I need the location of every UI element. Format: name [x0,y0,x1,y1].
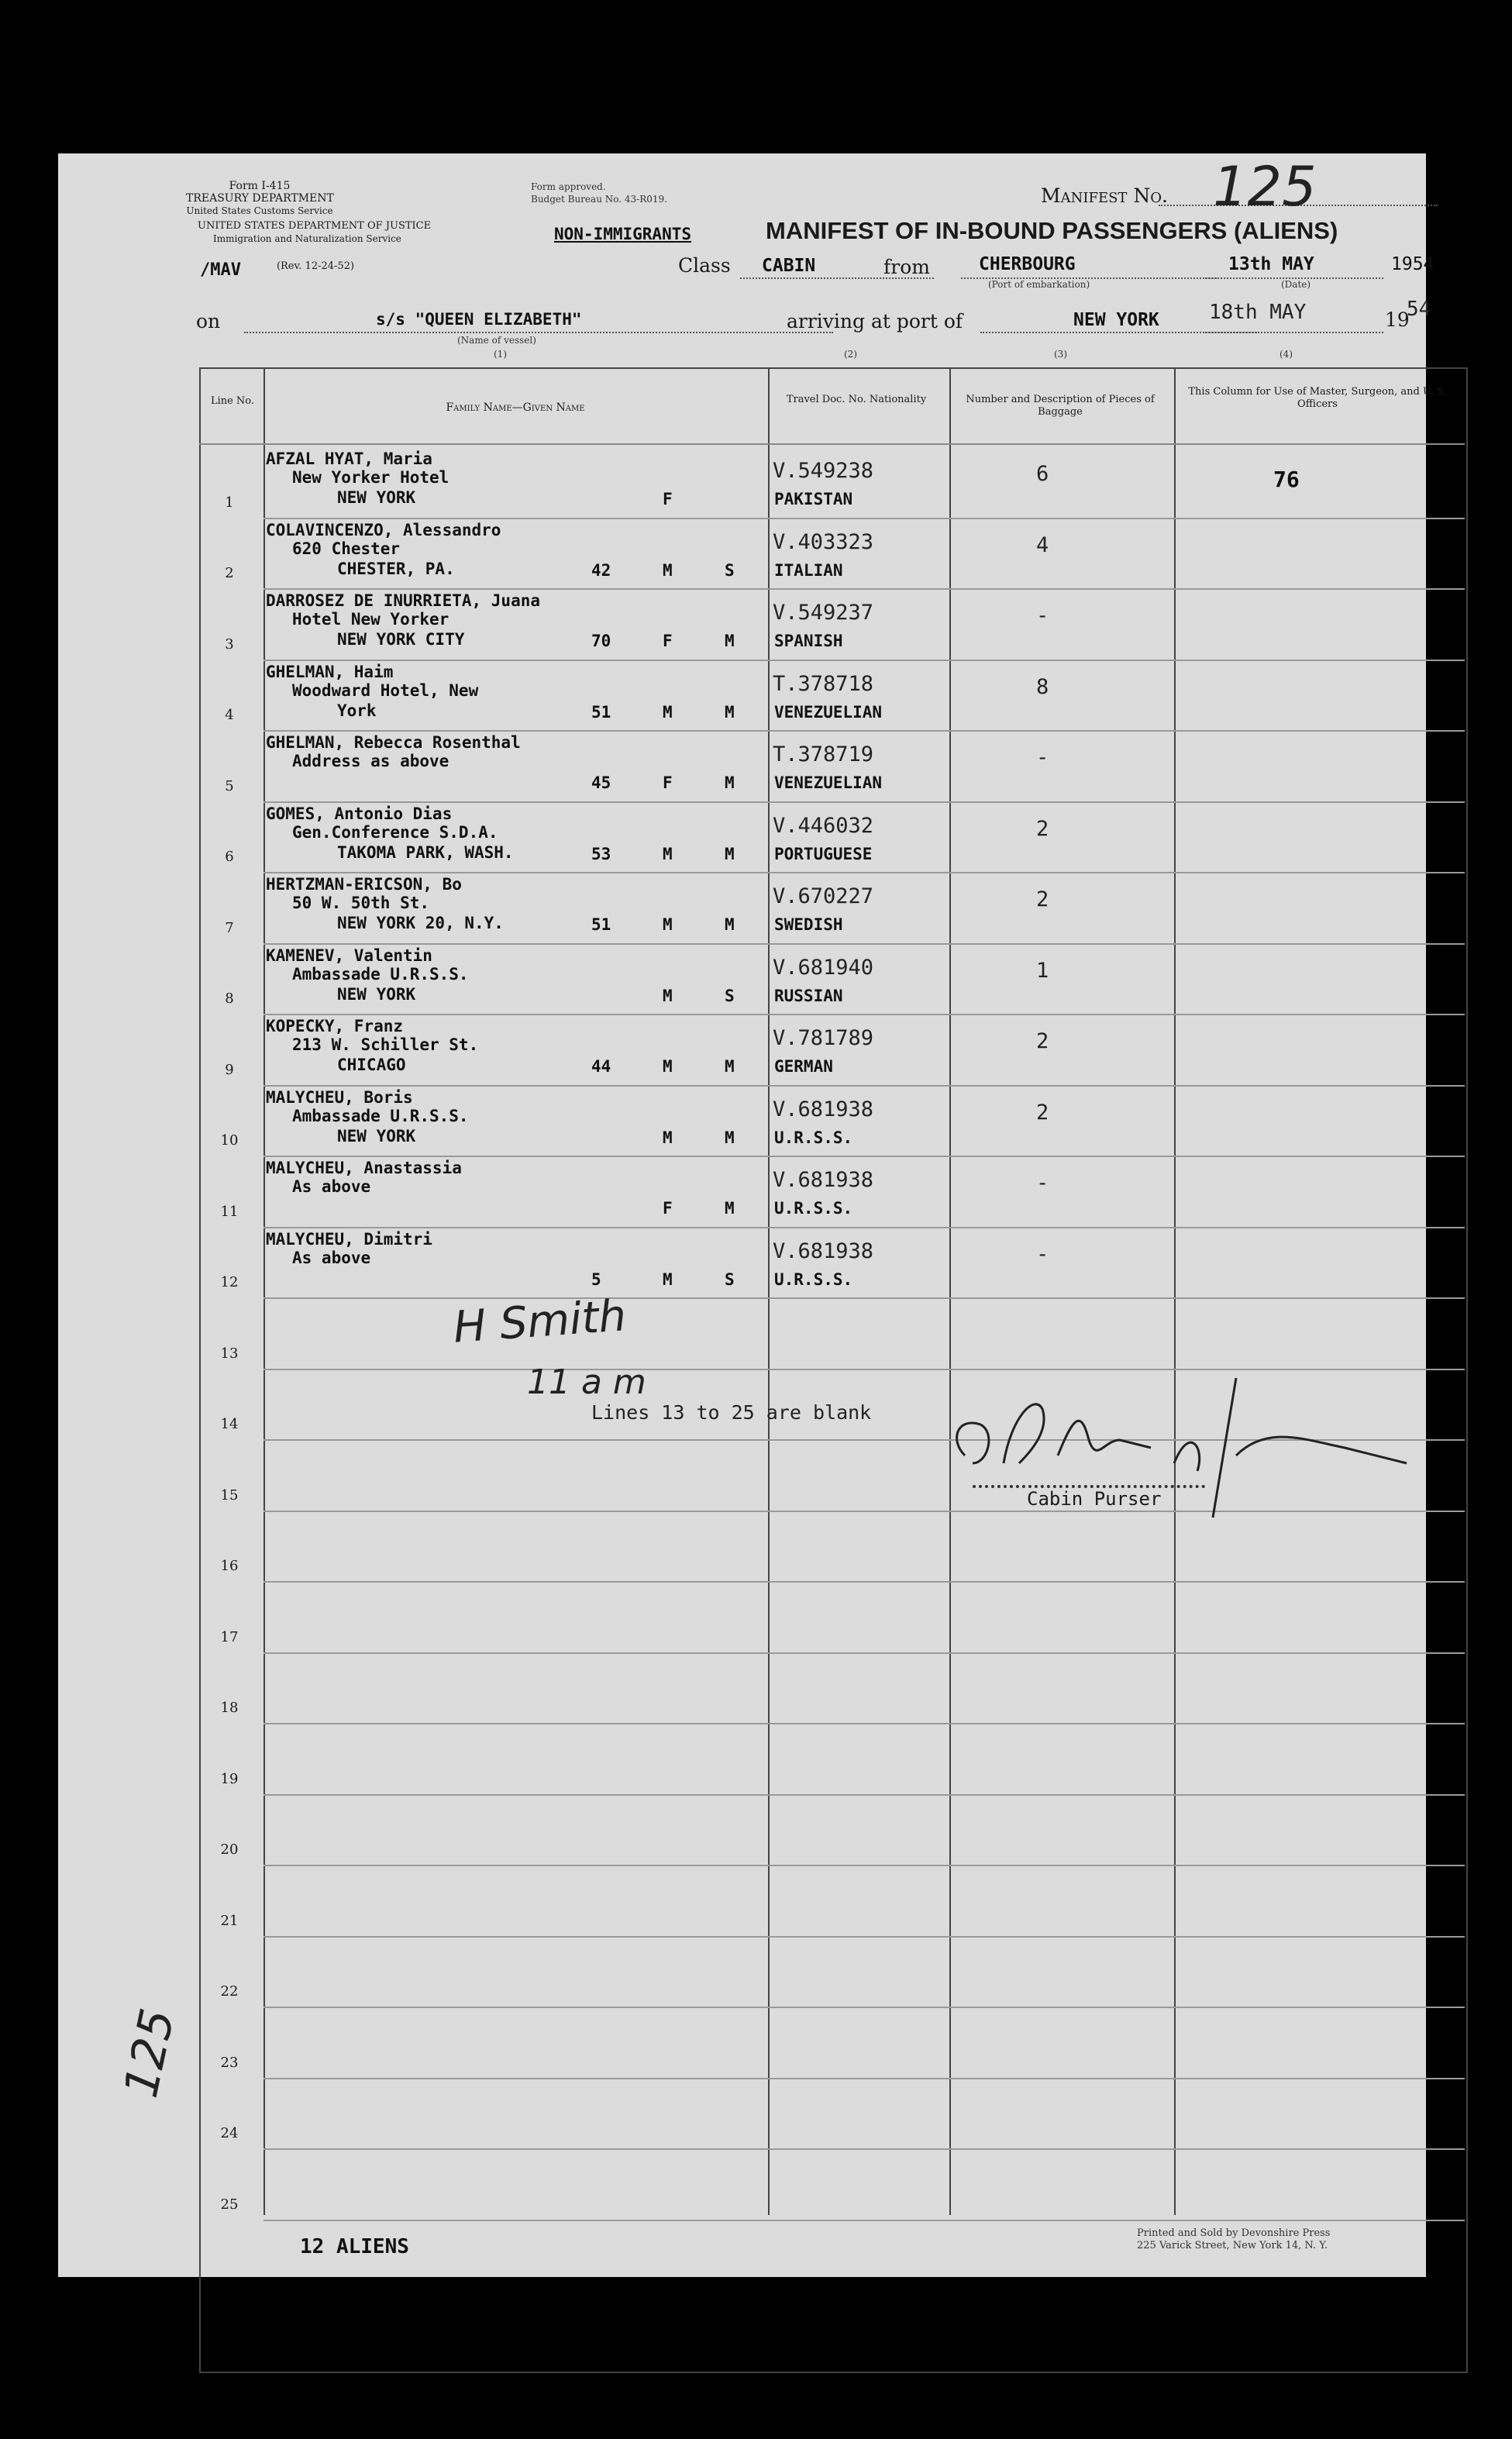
passenger-address-2: NEW YORK CITY [337,630,465,649]
passenger-sex: M [663,560,673,580]
passenger-sex: F [663,773,673,792]
passenger-name: GHELMAN, Rebecca Rosenthal [266,733,521,752]
passenger-sex: M [663,844,673,863]
row-rule [263,1227,1465,1228]
blank-lines-note: Lines 13 to 25 are blank [591,1401,872,1424]
passenger-name: MALYCHEU, Dimitri [266,1229,432,1249]
col-divider-bags [1174,367,1176,2215]
row-rule [263,2078,1465,2079]
passenger-address-2: TAKOMA PARK, WASH. [337,842,514,862]
margin-page-number: 125 [114,2003,186,2103]
arrival-date: 18th MAY [1209,301,1307,324]
printer-line-2: 225 Varick Street, New York 14, N. Y. [1137,2240,1328,2251]
passenger-nationality: U.R.S.S. [774,1269,853,1289]
passenger-address-2: NEW YORK [337,1126,416,1145]
passenger-age: 44 [591,1057,611,1076]
passenger-marital-status: M [725,1199,735,1218]
manifest-number-label: Manifest No. [1041,184,1168,207]
passenger-address-2: NEW YORK [337,488,416,507]
line-number: 5 [225,777,234,794]
arriving-label: arriving at port of [787,310,963,332]
baggage-count: - [1036,604,1049,628]
passenger-sex: M [663,1269,673,1289]
row-rule [263,1085,1465,1087]
line-number: 23 [220,2054,239,2071]
passenger-sex: F [663,1199,673,1218]
travel-doc-number: V.403323 [773,529,874,554]
line-number: 25 [220,2196,239,2213]
non-immigrants-category: NON-IMMIGRANTS [554,225,692,243]
passenger-nationality: ITALIAN [774,560,843,580]
row-rule [263,1723,1465,1724]
passenger-nationality: VENEZUELIAN [774,773,883,792]
treasury-department: TREASURY DEPARTMENT [186,192,334,205]
vessel-rule [244,332,833,333]
row-rule [263,872,1465,873]
form-revision: (Rev. 12-24-52) [276,260,355,272]
line-number: 19 [220,1770,239,1787]
baggage-count: 1 [1036,958,1049,983]
travel-doc-number: V.549237 [773,601,874,625]
ins-service: Immigration and Naturalization Service [213,233,401,244]
travel-doc-number: V.681938 [773,1097,874,1121]
passenger-address-2: NEW YORK [337,984,416,1004]
line-number: 2 [225,565,234,581]
line-number: 13 [220,1345,239,1362]
passenger-address-1: Ambassade U.R.S.S. [292,964,469,984]
passenger-address-1: Gen.Conference S.D.A. [292,822,498,842]
line-number: 9 [225,1061,234,1078]
row-rule [263,1794,1465,1796]
class-label: Class [678,254,731,277]
row-rule [263,1652,1465,1654]
passenger-name: DARROSEZ DE INURRIETA, Juana [266,591,541,610]
passenger-nationality: PAKISTAN [774,490,853,508]
column-number-3: (3) [1054,349,1067,360]
passenger-name: KOPECKY, Franz [266,1017,404,1035]
header-baggage: Number and Description of Pieces of Baggage [966,394,1155,418]
row-rule [263,588,1465,590]
travel-doc-number: V.446032 [773,813,874,838]
total-aliens: 12 ALIENS [300,2235,409,2258]
passenger-address-1: As above [292,1248,371,1267]
row-rule [263,518,1465,519]
passenger-sex: M [663,702,673,722]
row-rule [263,1297,1465,1299]
passenger-marital-status: S [725,560,735,580]
passenger-nationality: U.R.S.S. [774,1128,853,1147]
line-number: 11 [220,1203,239,1220]
col-divider-name [768,367,770,2215]
embark-port: CHERBOURG [979,254,1076,274]
line-number: 17 [220,1628,239,1645]
baggage-count: 8 [1036,674,1049,699]
passenger-address-1: Address as above [292,752,449,770]
vessel-caption: (Name of vessel) [457,335,536,346]
arrival-port: NEW YORK [1073,310,1159,330]
manifest-number-value: 125 [1213,155,1317,219]
purser-caption: Cabin Purser [1027,1488,1162,1510]
travel-doc-number: V.681938 [773,1168,874,1192]
passenger-nationality: SWEDISH [774,915,843,934]
line-number: 18 [220,1700,239,1716]
on-label: on [196,310,221,332]
line-number: 10 [220,1132,239,1149]
manifest-page [58,153,1447,2277]
passenger-age: 51 [591,915,611,934]
passenger-marital-status: M [725,915,735,934]
passenger-marital-status: M [725,844,735,863]
handwritten-initial: H Smith [452,1290,629,1353]
passenger-name: KAMENEV, Valentin [266,946,432,965]
line-number: 22 [220,1983,239,2000]
form-approved: Form approved. [531,181,606,192]
passenger-marital-status: M [725,1128,735,1147]
row-rule [263,1156,1465,1157]
header-officers: This Column for Use of Master, Surgeon, and U. S. Officers [1188,386,1447,410]
passenger-address-1: Woodward Hotel, New [292,680,479,700]
col-divider-doc [949,367,951,2215]
form-number: Form I-415 [229,180,291,192]
purser-signature [942,1347,1376,1502]
passenger-name: GOMES, Antonio Dias [266,804,453,823]
baggage-count: - [1036,746,1049,770]
passenger-sex: M [663,986,673,1005]
baggage-count: 4 [1036,532,1049,557]
line-number: 21 [220,1912,239,1929]
col-divider-line-no [263,367,265,2215]
baggage-count: 6 [1036,462,1049,486]
row-rule [263,2007,1465,2008]
printer-line-1: Printed and Sold by Devonshire Press [1137,2227,1331,2239]
row-rule [263,1511,1465,1512]
passenger-age: 53 [591,844,611,863]
baggage-count: - [1036,1171,1049,1195]
passenger-nationality: GERMAN [774,1057,833,1076]
arrival-year-suffix: 54 [1407,298,1431,321]
passenger-marital-status: M [725,773,735,792]
travel-doc-number: V.670227 [773,884,874,908]
passenger-marital-status: M [725,632,735,650]
passenger-name: MALYCHEU, Boris [266,1087,413,1107]
line-number: 1 [225,494,234,511]
arrival-year-prefix: 19 [1385,308,1410,331]
passenger-marital-status: M [725,702,735,722]
passenger-address-2: NEW YORK 20, N.Y. [337,914,504,932]
passenger-address-1: 50 W. 50th St. [292,894,430,912]
travel-doc-number: V.681940 [773,955,874,980]
passenger-address-2: CHICAGO [337,1056,406,1074]
travel-doc-number: V.681938 [773,1238,874,1263]
passenger-address-1: Hotel New Yorker [292,610,449,629]
passenger-address-1: New Yorker Hotel [292,468,449,487]
column-number-2: (2) [844,349,857,360]
passenger-address-1: Ambassade U.R.S.S. [292,1106,469,1125]
passenger-address-1: 213 W. Schiller St. [292,1035,479,1054]
departure-date: 13th MAY [1228,254,1314,274]
line-number: 8 [225,990,234,1007]
passenger-sex: F [663,632,673,650]
line-number: 15 [220,1486,239,1504]
header-family-name: Family Name—Given Name [446,401,585,414]
date-caption: (Date) [1281,279,1311,290]
officer-note: 76 [1273,467,1300,492]
passenger-nationality: VENEZUELIAN [774,702,883,722]
passenger-nationality: U.R.S.S. [774,1199,853,1218]
passenger-age: 70 [591,632,611,650]
passenger-age: 5 [591,1269,601,1289]
row-rule [263,1581,1465,1583]
row-rule [263,1865,1465,1866]
passenger-age: 45 [591,773,611,792]
travel-doc-number: T.378718 [773,671,874,696]
baggage-count: - [1036,1242,1049,1266]
travel-doc-number: V.781789 [773,1026,874,1050]
passenger-nationality: RUSSIAN [774,986,843,1005]
vessel-name: s/s "QUEEN ELIZABETH" [376,310,582,329]
passenger-address-2: York [337,701,377,720]
passenger-address-1: 620 Chester [292,539,401,558]
header-bottom-rule [199,443,1465,445]
passenger-marital-status: S [725,1269,735,1289]
passenger-age: 42 [591,560,611,580]
baggage-count: 2 [1036,1100,1049,1125]
passenger-name: MALYCHEU, Anastassia [266,1159,462,1177]
passenger-name: AFZAL HYAT, Maria [266,450,432,468]
travel-doc-number: T.378719 [773,742,874,766]
budget-bureau: Budget Bureau No. 43-R019. [531,194,667,205]
passenger-nationality: PORTUGUESE [774,844,873,863]
row-rule [263,1936,1465,1938]
passenger-sex: M [663,1128,673,1147]
row-rule [263,801,1465,803]
column-number-1: (1) [494,349,507,360]
baggage-count: 2 [1036,887,1049,911]
department-of-justice: UNITED STATES DEPARTMENT OF JUSTICE [198,220,432,232]
baggage-count: 2 [1036,1029,1049,1053]
departure-year: 1954 [1391,254,1435,274]
travel-doc-number: V.549238 [773,459,874,483]
baggage-count: 2 [1036,816,1049,841]
passenger-nationality: SPANISH [774,632,843,650]
row-rule [263,2220,1465,2221]
header-travel-doc: Travel Doc. No. Nationality [786,394,927,405]
row-rule [263,1014,1465,1015]
passenger-sex: F [663,490,673,508]
line-number: 12 [220,1274,239,1290]
line-number: 7 [225,919,234,936]
passenger-marital-status: S [725,986,735,1005]
passenger-address-1: As above [292,1177,371,1196]
line-number: 20 [220,1841,239,1858]
embark-port-caption: (Port of embarkation) [988,279,1090,290]
row-rule [263,660,1465,661]
may-stamp: /MAV [200,260,241,280]
passenger-marital-status: M [725,1057,735,1076]
line-number: 16 [220,1558,239,1574]
handwritten-time: 11 a m [527,1362,646,1402]
line-number: 24 [220,2125,239,2141]
passenger-age: 51 [591,702,611,722]
passenger-name: HERTZMAN-ERICSON, Bo [266,875,462,894]
row-rule [263,2148,1465,2150]
manifest-title: MANIFEST OF IN-BOUND PASSENGERS (ALIENS) [766,217,1338,244]
column-number-4: (4) [1280,349,1293,360]
customs-service: United States Customs Service [186,205,333,216]
line-number: 6 [225,849,234,865]
from-label: from [883,256,930,278]
passenger-sex: M [663,1057,673,1076]
line-number: 4 [225,707,234,723]
arrival-date-rule [1205,332,1383,333]
passenger-name: COLAVINCENZO, Alessandro [266,520,501,539]
row-rule [263,943,1465,945]
row-rule [263,730,1465,732]
header-line-no: Line No. [210,395,255,407]
line-number: 14 [220,1416,239,1432]
passenger-name: GHELMAN, Haim [266,662,394,681]
class-value: CABIN [762,256,816,276]
passenger-sex: M [663,915,673,934]
line-number: 3 [225,636,234,653]
passenger-address-2: CHESTER, PA. [337,559,455,578]
